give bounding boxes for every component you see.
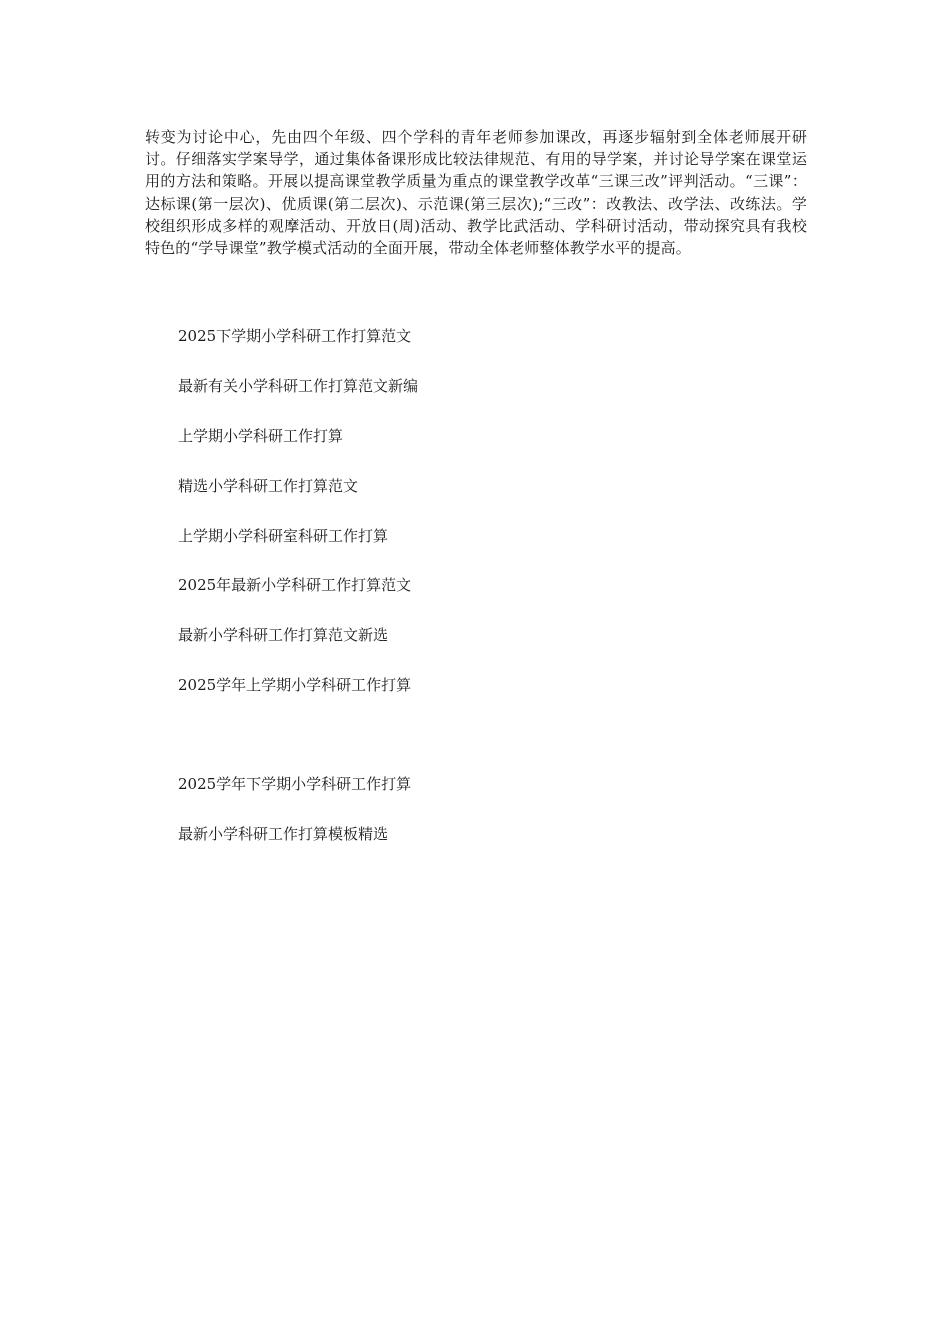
related-article-link[interactable]: 2025年最新小学科研工作打算范文: [178, 576, 412, 594]
related-article-link[interactable]: 2025学年下学期小学科研工作打算: [178, 775, 412, 793]
related-article-link[interactable]: 2025下学期小学科研工作打算范文: [178, 327, 412, 345]
related-article-link[interactable]: 最新小学科研工作打算范文新选: [178, 626, 389, 644]
related-article-link[interactable]: 最新小学科研工作打算模板精选: [178, 825, 389, 843]
related-article-link[interactable]: 2025学年上学期小学科研工作打算: [178, 676, 412, 694]
related-article-link[interactable]: 最新有关小学科研工作打算范文新编: [178, 377, 419, 395]
body-paragraph: 转变为讨论中心，先由四个年级、四个学科的青年老师参加课改，再逐步辐射到全体老师展开研讨。仔细落实学案导学，通过集体备课形成比较法律规范、有用的导学案，并讨论导学案在课堂运用的方法和策略。开展以提高课堂教学质量为重点的课堂教学改革“三课三改”评判活动。“三课”：达标课(第一层次)、优质课(第二层次)、示范课(第三层次);“三改”：改教法、改学法、改练法。学校组织形成多样的观摩活动、开放日(周)活动、教学比武活动、学科研讨活动，带动探究具有我校特色的“学导课堂”教学模式活动的全面开展，带动全体老师整体教学水平的提高。: [145, 128, 807, 258]
related-article-link[interactable]: 上学期小学科研室科研工作打算: [178, 527, 389, 545]
related-article-link[interactable]: 精选小学科研工作打算范文: [178, 477, 359, 495]
related-article-link[interactable]: 上学期小学科研工作打算: [178, 427, 344, 445]
